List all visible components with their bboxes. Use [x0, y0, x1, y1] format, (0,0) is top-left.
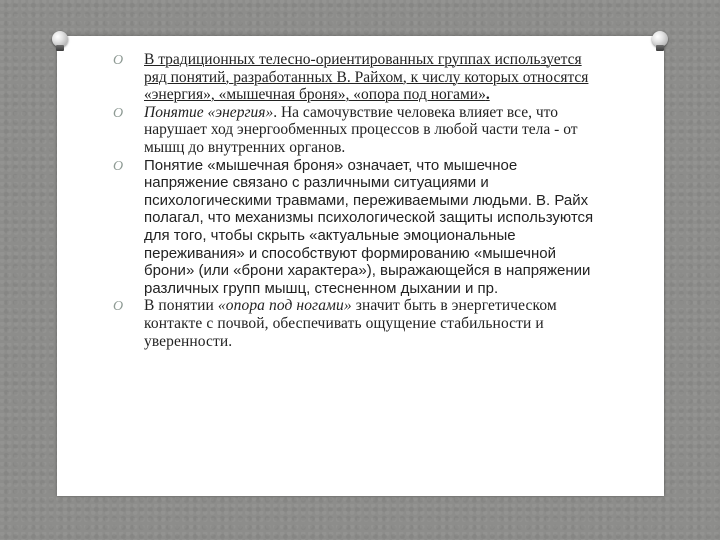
bullet-text-energy: [144, 104, 578, 156]
bullet-marker-icon: O: [113, 158, 124, 174]
term-energy: Понятие «энергия»: [144, 103, 274, 121]
bullet-item-muscle-armor: [113, 157, 603, 298]
bullet-marker-icon: O: [113, 53, 124, 68]
grounding-prefix: В понятии: [144, 297, 218, 315]
bullet-text-grounding: [144, 297, 557, 349]
energy-definition: . На самочувствие человека влияет все, что нарушает ход энергообменных процессов в любой части тела - от мышц до внутренних органов.: [144, 103, 578, 156]
bullet-marker-icon: O: [113, 105, 124, 121]
bullet-text-intro-main: В традиционных телесно-ориентированных группах используется ряд понятий, разработанных В. Райхом, к числу которых относятся «энергия», «мышечная броня», «опора под ногами»: [144, 51, 589, 104]
bullet-marker-icon: O: [113, 299, 124, 315]
bullet-list: [113, 51, 603, 350]
bullet-text-intro-period: .: [485, 86, 490, 104]
grounding-definition: значит быть в энергетическом контакте с почвой, обеспечивать ощущение стабильности и уверенности.: [144, 297, 557, 350]
term-grounding: «опора под ногами»: [217, 297, 352, 315]
bullet-item-reich-concepts: [113, 51, 603, 104]
pushpin-left-icon: [52, 31, 68, 47]
bullet-item-energy: [113, 104, 603, 157]
bullet-item-grounding: [113, 297, 603, 350]
bullet-text-muscle-armor: Понятие «мышечная броня» означает, что мышечное напряжение связано с различными ситуациями и психологическими травмами, переживаемыми людьми. В. Райх полагал, что механизмы психологической защиты используются для того, чтобы скрыть «актуальные эмоциональные переживания» и способствуют формированию «мышечной брони» (или «брони характера»), выражающейся в напряжении различных групп мышц, стесненном дыхании и пр.: [144, 156, 594, 297]
bullet-text-intro: [144, 51, 588, 103]
pushpin-right-icon: [652, 31, 668, 47]
